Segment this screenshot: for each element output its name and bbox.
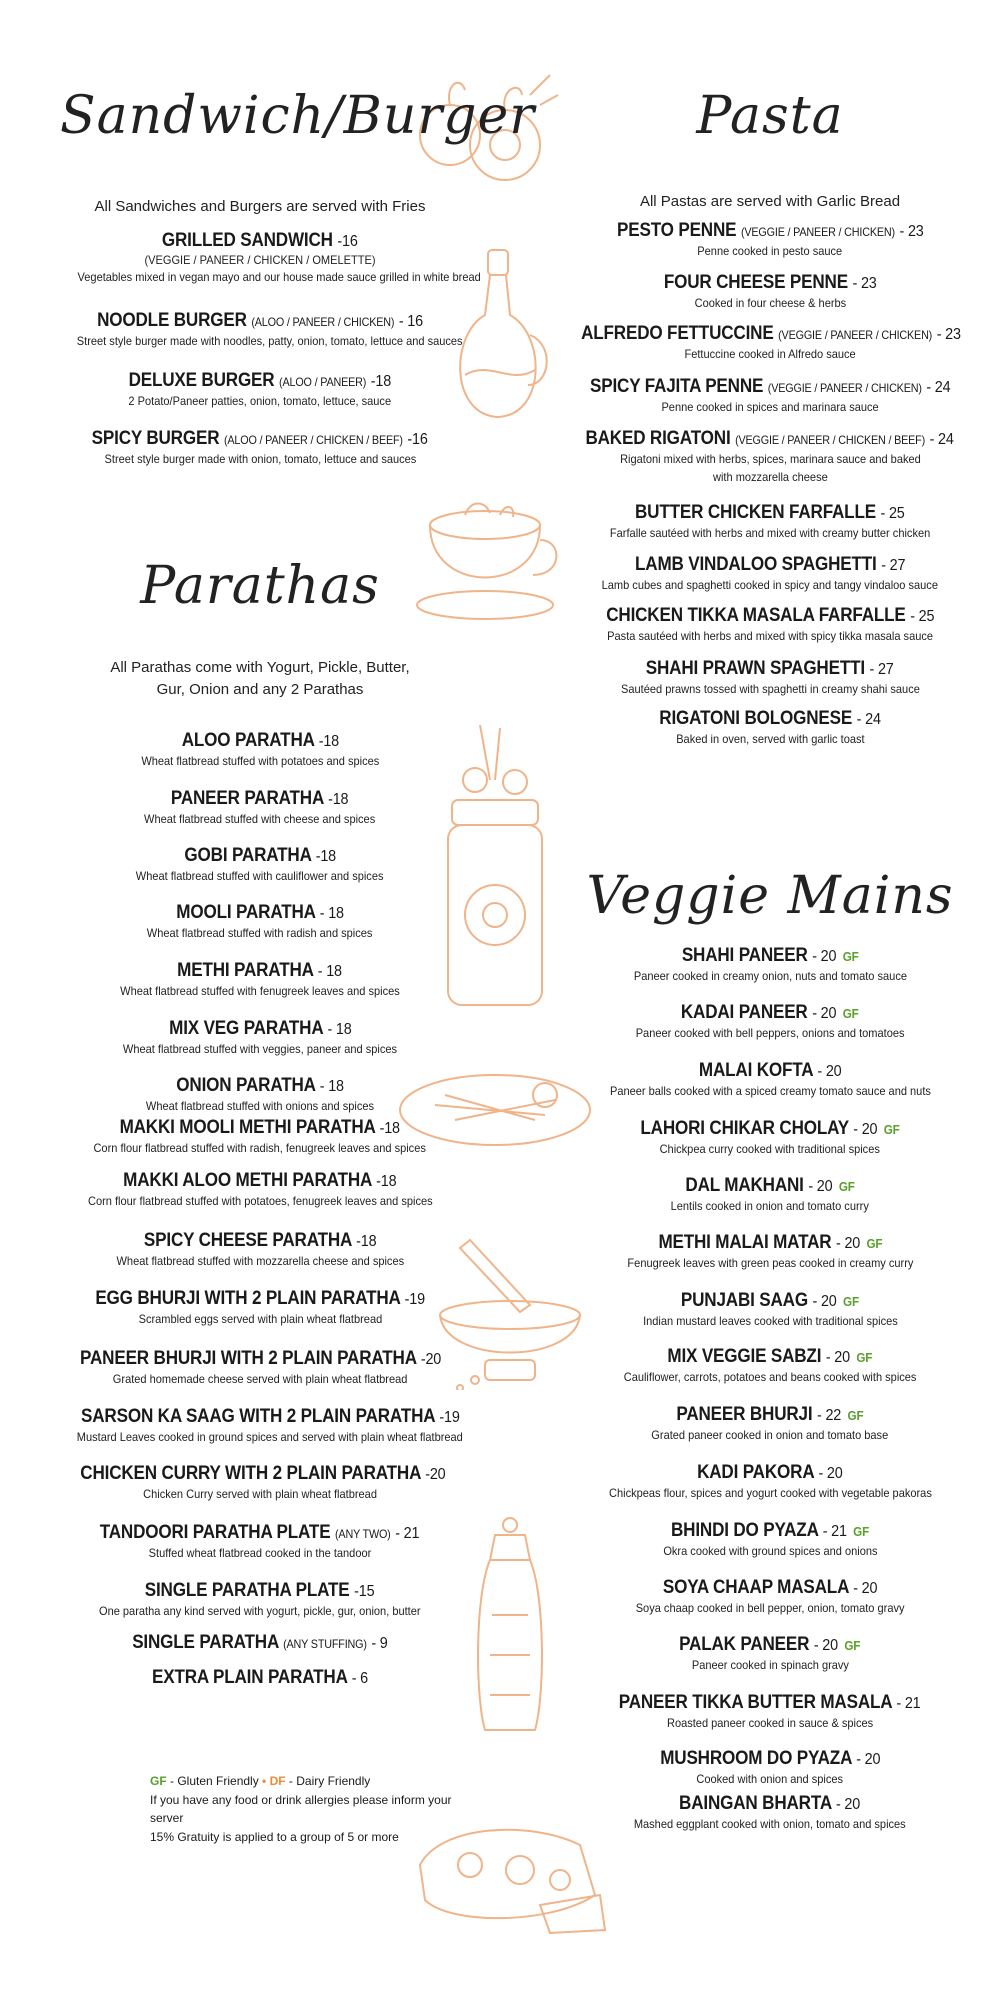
veggie-section-title: Veggie Mains (586, 866, 954, 926)
item-price: - 27 (881, 557, 906, 574)
df-legend-key: DF (269, 1774, 286, 1788)
gluten-friendly-badge: GF (842, 1006, 859, 1021)
item-price: -18 (379, 1120, 401, 1137)
item-price: - 20 (836, 1796, 861, 1813)
parathas-section (60, 540, 463, 1700)
item-price: - 20 (812, 948, 837, 965)
item-description: Roasted paneer cooked in sauce & spices (666, 1716, 874, 1730)
item-options: (VEGGIE / PANEER / CHICKEN) (778, 328, 933, 342)
menu-item (560, 1692, 980, 1732)
item-description: Soya chaap cooked in bell pepper, onion, tomato gravy (635, 1601, 905, 1615)
item-description: Farfalle sautéed with herbs and mixed with creamy butter chicken (609, 526, 931, 540)
pasta-section-title: Pasta (696, 86, 844, 146)
menu-item (60, 1632, 460, 1654)
item-description: Paneer cooked with bell peppers, onions and tomatoes (635, 1026, 905, 1040)
item-name: PANEER BHURJI (676, 1404, 813, 1425)
item-description: Chicken Curry served with plain wheat flatbread (143, 1487, 377, 1501)
menu-item (60, 845, 460, 885)
item-name: SINGLE PARATHA PLATE (145, 1580, 350, 1601)
menu-item (60, 960, 460, 1000)
menu-item (60, 1580, 460, 1620)
menu-item (560, 1346, 980, 1386)
item-description: Indian mustard leaves cooked with traditional spices (642, 1314, 898, 1328)
item-name: MIX VEG PARATHA (168, 1018, 323, 1039)
menu-item (560, 1118, 980, 1158)
item-options: (VEGGIE / PANEER / CHICKEN / OMELETTE) (144, 253, 376, 267)
sandwich-intro: All Sandwiches and Burgers are served with Fries (94, 198, 426, 215)
menu-item (560, 945, 980, 985)
menu-item (60, 310, 463, 350)
item-price: - 9 (371, 1635, 388, 1652)
item-description: Mashed eggplant cooked with onion, tomato and spices (634, 1817, 906, 1831)
item-name: PUNJABI SAAG (680, 1290, 809, 1311)
item-name: RIGATONI BOLOGNESE (659, 708, 853, 729)
item-description: Mustard Leaves cooked in ground spices and served with plain wheat flatbread (76, 1430, 463, 1444)
item-options: (ALOO / PANEER / CHICKEN / BEEF) (224, 433, 404, 447)
item-description: Wheat flatbread stuffed with cheese and spices (144, 812, 376, 826)
menu-item (560, 605, 980, 645)
menu-item (60, 1348, 460, 1388)
menu-item (60, 230, 481, 286)
pasta-intro: All Pastas are served with Garlic Bread (639, 193, 901, 210)
item-price: - 20 (853, 1580, 878, 1597)
item-description: Cooked with onion and spices (696, 1772, 844, 1786)
item-price: - 20 (855, 1751, 881, 1768)
item-price: -18 (328, 791, 349, 808)
item-description: Wheat flatbread stuffed with onions and spices (145, 1099, 375, 1113)
item-description: Rigatoni mixed with herbs, spices, marinara sauce and baked (619, 452, 921, 466)
item-name: PALAK PANEER (679, 1634, 810, 1655)
item-name: EXTRA PLAIN PARATHA (151, 1667, 348, 1688)
item-description: Okra cooked with ground spices and onions (662, 1544, 878, 1558)
gf-legend-key: GF (150, 1774, 167, 1788)
item-price: - 18 (319, 905, 344, 922)
item-price: - 22 (817, 1407, 842, 1424)
item-name: MAKKI ALOO METHI PARATHA (123, 1170, 372, 1191)
item-name: METHI PARATHA (177, 960, 314, 981)
item-name: KADI PAKORA (697, 1462, 815, 1483)
item-name: BHINDI DO PYAZA (670, 1520, 819, 1541)
item-description: Paneer cooked in creamy onion, nuts and tomato sauce (633, 969, 907, 983)
parathas-section-title: Parathas (140, 556, 380, 616)
item-description: Lamb cubes and spaghetti cooked in spicy and tangy vindaloo sauce (601, 578, 939, 592)
item-name: BUTTER CHICKEN FARFALLE (635, 502, 877, 523)
item-description: Wheat flatbread stuffed with radish and spices (147, 926, 373, 940)
item-description: 2 Potato/Paneer patties, onion, tomato, lettuce, sauce (128, 394, 392, 408)
item-description: Fenugreek leaves with green peas cooked in creamy curry (627, 1256, 913, 1270)
item-price: - 6 (351, 1670, 368, 1687)
gluten-friendly-badge: GF (844, 1638, 861, 1653)
menu-item (560, 708, 980, 748)
legend-separator: • (258, 1774, 270, 1788)
item-price: -18 (318, 733, 339, 750)
menu-item (560, 554, 980, 594)
menu-item (60, 1075, 460, 1115)
item-description: Scrambled eggs served with plain wheat flatbread (138, 1312, 382, 1326)
item-name: DAL MAKHANI (685, 1175, 804, 1196)
item-price: -20 (425, 1466, 446, 1483)
menu-item (560, 1462, 980, 1502)
item-description: Cooked in four cheese & herbs (694, 296, 846, 310)
item-price: -15 (354, 1583, 375, 1600)
gluten-friendly-badge: GF (842, 949, 859, 964)
gluten-friendly-badge: GF (853, 1524, 870, 1539)
menu-item (560, 1290, 980, 1330)
item-description: Corn flour flatbread stuffed with radish, fenugreek leaves and spices (93, 1141, 427, 1155)
item-name: MIX VEGGIE SABZI (667, 1346, 822, 1367)
menu-item (560, 1748, 980, 1788)
item-name: ALFREDO FETTUCCINE (581, 323, 774, 344)
menu-item (560, 658, 980, 698)
item-price: - 25 (909, 608, 935, 625)
item-name: DELUXE BURGER (128, 370, 275, 391)
item-name: MOOLI PARATHA (176, 902, 316, 923)
item-description: Penne cooked in pesto sauce (697, 244, 843, 258)
menu-item (560, 1634, 980, 1674)
menu-item (60, 902, 460, 942)
item-options: (VEGGIE / PANEER / CHICKEN) (767, 381, 922, 395)
item-price: - 20 (808, 1178, 833, 1195)
item-name: BAKED RIGATONI (585, 428, 731, 449)
item-description: Penne cooked in spices and marinara sauce (661, 400, 879, 414)
menu-item (560, 1002, 980, 1042)
veggie-section (560, 850, 980, 1850)
item-description: Corn flour flatbread stuffed with potatoes, fenugreek leaves and spices (87, 1194, 433, 1208)
item-options: (ANY TWO) (335, 1527, 392, 1541)
item-name: MALAI KOFTA (698, 1060, 813, 1081)
item-options: (ALOO / PANEER) (279, 375, 367, 389)
item-options: (VEGGIE / PANEER / CHICKEN / BEEF) (735, 433, 926, 447)
item-price: -18 (315, 848, 336, 865)
menu-item (560, 376, 980, 416)
pasta-section (560, 80, 980, 780)
item-price: - 25 (880, 505, 905, 522)
item-name: ONION PARATHA (176, 1075, 316, 1096)
gluten-friendly-badge: GF (838, 1179, 855, 1194)
gluten-friendly-badge: GF (843, 1294, 860, 1309)
item-price: - 27 (869, 661, 894, 678)
menu-item (60, 1170, 460, 1210)
item-description: Wheat flatbread stuffed with potatoes and spices (141, 754, 379, 768)
pepper-mill-illustration (470, 1515, 550, 1735)
item-price: -16 (407, 431, 429, 448)
item-description: Paneer cooked in spinach gravy (691, 1658, 849, 1672)
item-name: LAHORI CHIKAR CHOLAY (640, 1118, 849, 1139)
item-options: (ALOO / PANEER / CHICKEN) (251, 315, 395, 329)
gluten-friendly-badge: GF (847, 1408, 864, 1423)
item-price: - 24 (930, 431, 955, 448)
item-name: MAKKI MOOLI METHI PARATHA (119, 1117, 376, 1138)
menu-item (560, 220, 980, 260)
item-price: - 20 (818, 1465, 843, 1482)
item-name: SARSON KA SAAG WITH 2 PLAIN PARATHA (81, 1406, 435, 1427)
allergy-note: If you have any food or drink allergies please inform your server (150, 1792, 452, 1826)
item-name: PESTO PENNE (616, 220, 737, 241)
item-price: -19 (404, 1291, 425, 1308)
item-description: Grated paneer cooked in onion and tomato base (651, 1428, 889, 1442)
menu-item (560, 1520, 980, 1560)
menu-item (560, 1404, 980, 1444)
item-description: Chickpea curry cooked with traditional spices (659, 1142, 881, 1156)
item-name: SHAHI PANEER (681, 945, 808, 966)
allergy-notes (150, 1772, 480, 1846)
item-name: PANEER TIKKA BUTTER MASALA (619, 1692, 893, 1713)
item-price: - 18 (318, 963, 343, 980)
item-name: SPICY FAJITA PENNE (589, 376, 763, 397)
item-price: - 16 (398, 313, 423, 330)
gf-legend-text: - Gluten Friendly (166, 1774, 259, 1788)
menu-item (560, 1577, 980, 1617)
menu-item (560, 323, 980, 363)
menu-item (560, 1175, 980, 1215)
item-price: - 23 (899, 223, 924, 240)
item-price: - 24 (926, 379, 951, 396)
menu-item (60, 428, 460, 468)
item-description: Cauliflower, carrots, potatoes and beans cooked with spices (623, 1370, 917, 1384)
item-description: Stuffed wheat flatbread cooked in the tandoor (148, 1546, 372, 1560)
menu-item (60, 1522, 460, 1562)
item-name: SHAHI PRAWN SPAGHETTI (646, 658, 866, 679)
item-name: CHICKEN TIKKA MASALA FARFALLE (605, 605, 906, 626)
sandwich-section-title: Sandwich/Burger (60, 86, 536, 146)
item-options: (VEGGIE / PANEER / CHICKEN) (740, 225, 895, 239)
item-description: Wheat flatbread stuffed with veggies, paneer and spices (122, 1042, 398, 1056)
item-description: Vegetables mixed in vegan mayo and our house made sauce grilled in white bread (77, 270, 481, 285)
item-price: - 24 (856, 711, 881, 728)
item-price: - 21 (395, 1525, 420, 1542)
item-name: METHI MALAI MATAR (658, 1232, 832, 1253)
item-description: Lentils cooked in onion and tomato curry (670, 1199, 870, 1213)
menu-item (560, 1232, 980, 1272)
item-price: - 21 (822, 1523, 847, 1540)
menu-item (60, 730, 460, 770)
item-price: -18 (376, 1173, 397, 1190)
menu-item (60, 370, 460, 410)
menu-item (560, 272, 980, 312)
gluten-friendly-badge: GF (866, 1236, 882, 1251)
item-price: - 18 (319, 1078, 344, 1095)
item-description: Pasta sautéed with herbs and mixed with spicy tikka masala sauce (607, 629, 933, 643)
df-legend-text: - Dairy Friendly (285, 1774, 371, 1788)
item-name: BAINGAN BHARTA (679, 1793, 832, 1814)
menu-item (560, 1060, 980, 1100)
item-price: - 20 (814, 1637, 839, 1654)
gluten-friendly-badge: GF (856, 1350, 873, 1365)
item-description: Street style burger made with onion, tomato, lettuce and sauces (104, 452, 416, 466)
item-name: PANEER PARATHA (171, 788, 324, 809)
item-name: MUSHROOM DO PYAZA (659, 1748, 852, 1769)
menu-item (60, 1117, 460, 1157)
item-name: ALOO PARATHA (181, 730, 314, 751)
menu-item (560, 428, 980, 486)
item-price: - 20 (812, 1293, 837, 1310)
item-description: Wheat flatbread stuffed with fenugreek leaves and spices (120, 984, 400, 998)
item-description: Sautéed prawns tossed with spaghetti in creamy shahi sauce (620, 682, 920, 696)
item-description: One paratha any kind served with yogurt, pickle, gur, onion, butter (99, 1604, 421, 1618)
item-description: Fettuccine cooked in Alfredo sauce (684, 347, 856, 361)
item-description: Wheat flatbread stuffed with mozzarella cheese and spices (116, 1254, 404, 1268)
item-name: KADAI PANEER (681, 1002, 808, 1023)
item-description: Paneer balls cooked with a spiced creamy tomato sauce and nuts (609, 1084, 931, 1098)
item-name: PANEER BHURJI WITH 2 PLAIN PARATHA (80, 1348, 417, 1369)
item-name: GOBI PARATHA (184, 845, 311, 866)
item-name: GRILLED SANDWICH (162, 230, 334, 251)
item-price: -18 (370, 373, 392, 390)
item-name: SOYA CHAAP MASALA (662, 1577, 849, 1598)
item-price: - 21 (896, 1695, 921, 1712)
menu-item (60, 1018, 460, 1058)
menu-item (60, 1667, 460, 1689)
menu-item (60, 788, 460, 828)
gratuity-note: 15% Gratuity is applied to a group of 5 or more (150, 1829, 399, 1844)
menu-item (60, 1230, 460, 1270)
menu-item (60, 1463, 460, 1503)
item-name: SPICY CHEESE PARATHA (143, 1230, 352, 1251)
item-price: -18 (355, 1233, 377, 1250)
item-price: -19 (439, 1409, 460, 1426)
item-description: Baked in oven, served with garlic toast (675, 732, 865, 746)
menu-item (60, 1288, 460, 1328)
item-name: SINGLE PARATHA (132, 1632, 279, 1653)
item-price: -16 (337, 233, 358, 250)
item-options: (ANY STUFFING) (283, 1637, 367, 1651)
item-price: - 20 (817, 1063, 842, 1080)
item-name: NOODLE BURGER (97, 310, 247, 331)
item-description: Wheat flatbread stuffed with cauliflower and spices (136, 869, 384, 883)
item-price: - 20 (853, 1121, 878, 1138)
menu-item (60, 1406, 463, 1446)
item-description-cont: with mozzarella cheese (712, 470, 828, 484)
item-description: Grated homemade cheese served with plain wheat flatbread (112, 1372, 408, 1386)
item-price: - 20 (826, 1349, 851, 1366)
item-name: FOUR CHEESE PENNE (663, 272, 848, 293)
item-description: Chickpeas flour, spices and yogurt cooked with vegetable pakoras (608, 1486, 932, 1500)
parathas-intro-line-1: All Parathas come with Yogurt, Pickle, Butter, (110, 659, 410, 676)
item-price: - 23 (852, 275, 877, 292)
sandwich-section (60, 86, 536, 490)
item-name: SPICY BURGER (91, 428, 220, 449)
item-name: CHICKEN CURRY WITH 2 PLAIN PARATHA (80, 1463, 421, 1484)
menu-item (560, 1793, 980, 1833)
item-price: - 23 (936, 326, 961, 343)
item-description: Street style burger made with noodles, patty, onion, tomato, lettuce and sauces (76, 334, 463, 348)
gluten-friendly-badge: GF (883, 1122, 900, 1137)
parathas-intro-line-2: Gur, Onion and any 2 Parathas (156, 680, 364, 698)
item-name: LAMB VINDALOO SPAGHETTI (634, 554, 877, 575)
item-price: - 20 (812, 1005, 837, 1022)
item-name: EGG BHURJI WITH 2 PLAIN PARATHA (95, 1288, 400, 1309)
item-name: TANDOORI PARATHA PLATE (100, 1522, 331, 1543)
menu-item (560, 502, 980, 542)
item-price: -20 (420, 1351, 442, 1368)
item-price: - 18 (327, 1021, 352, 1038)
item-price: - 20 (835, 1235, 860, 1252)
